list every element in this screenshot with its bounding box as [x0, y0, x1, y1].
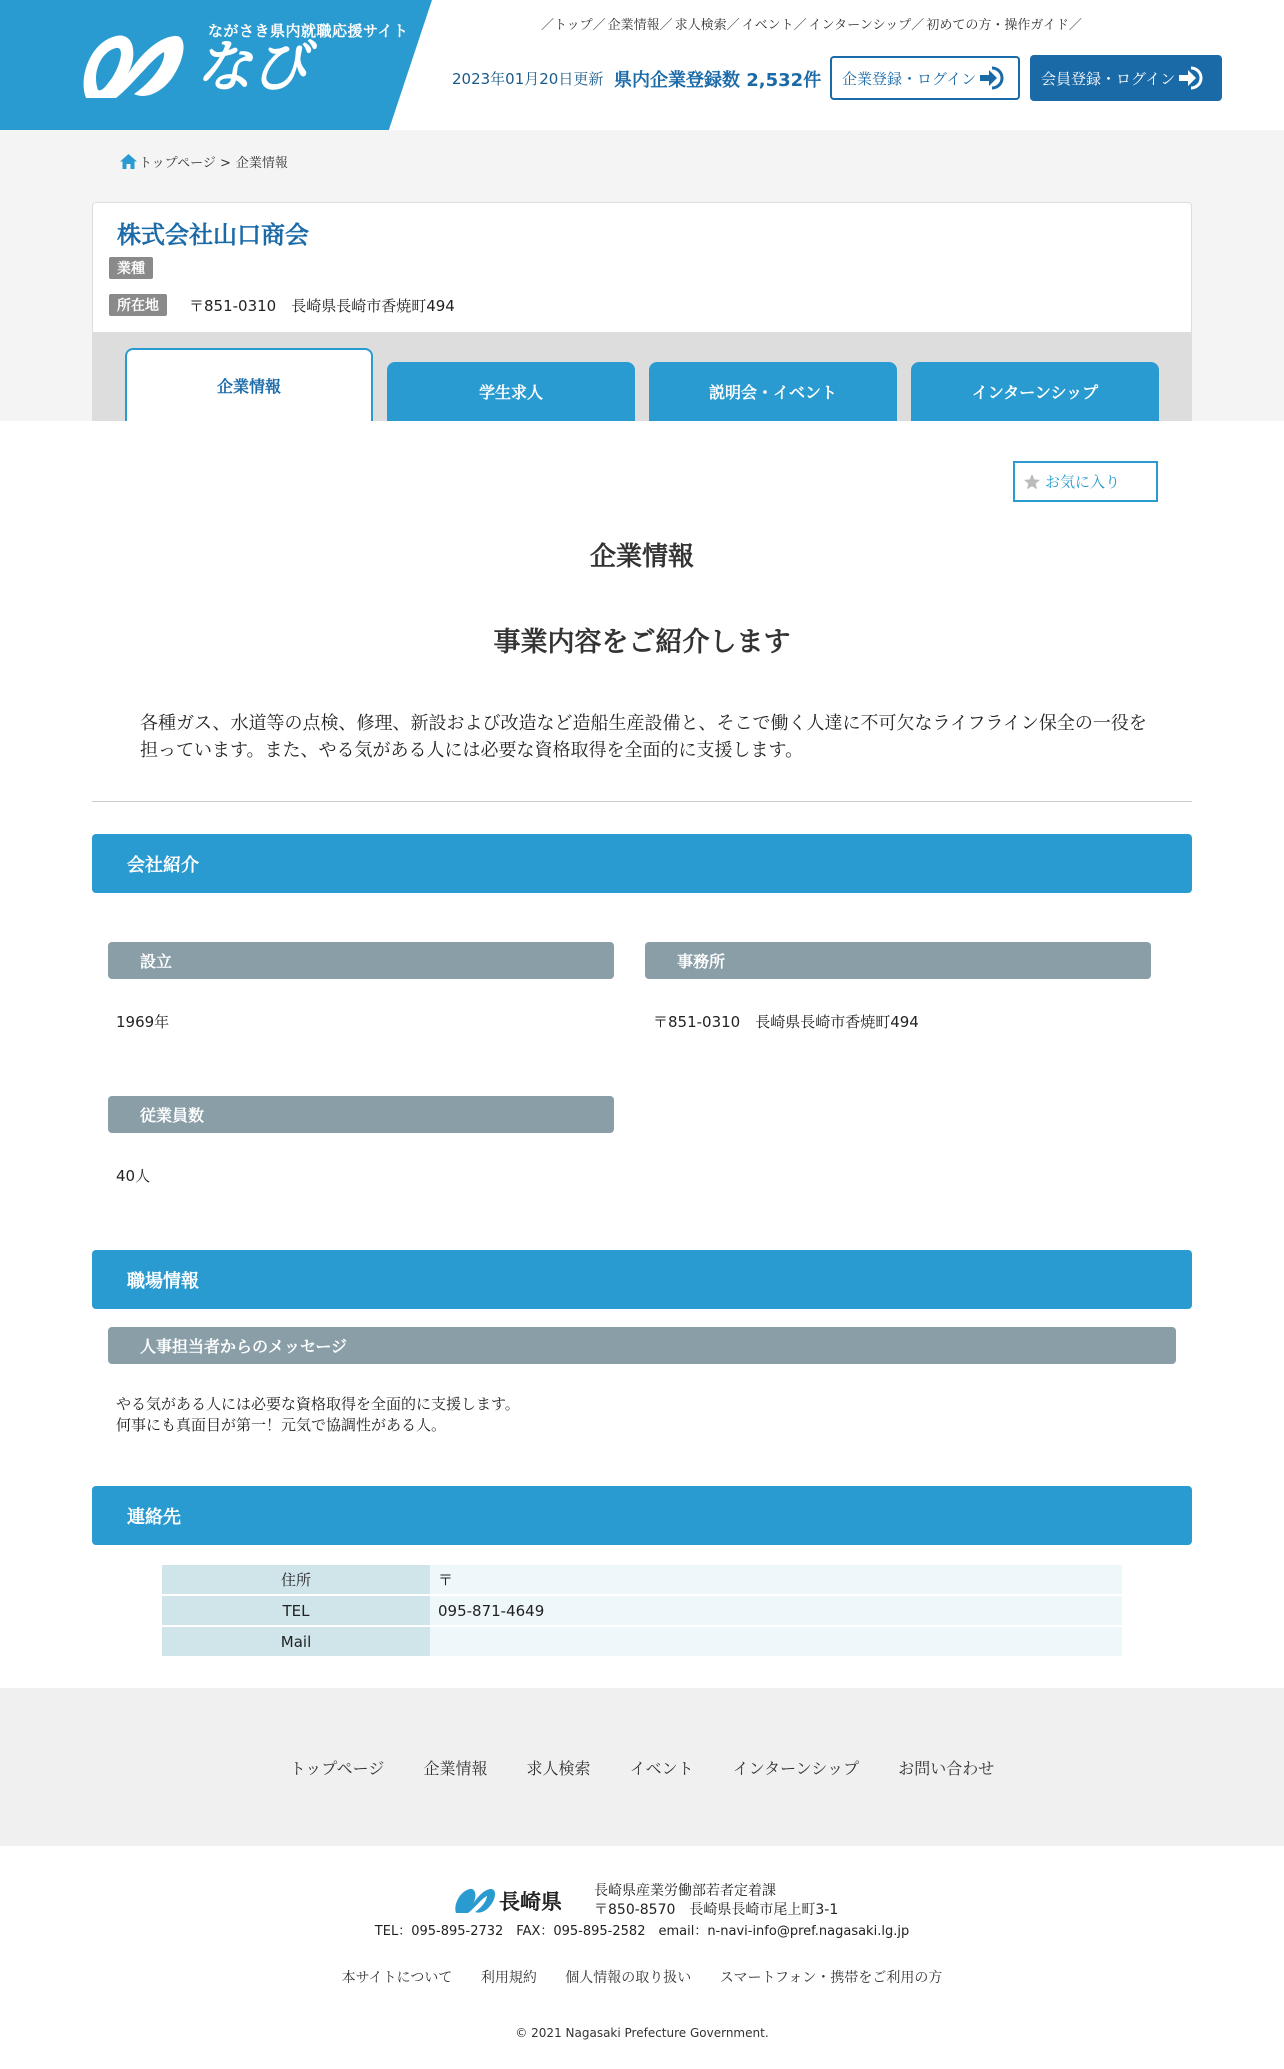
footer-nav [0, 1756, 1284, 1779]
top-nav [540, 14, 1083, 33]
company-card [92, 202, 1192, 332]
prefecture-name: 長崎県 [499, 1890, 562, 1914]
table-row [162, 1596, 1122, 1625]
footer-nav-contact[interactable]: お問い合わせ [898, 1759, 995, 1778]
member-login-button[interactable] [1030, 55, 1222, 101]
footer-link-terms[interactable]: 利用規約 [480, 1970, 537, 1986]
tab-events[interactable]: 説明会・イベント [649, 362, 897, 421]
tab-company-info[interactable]: 企業情報 [125, 348, 373, 421]
company-intro-heading: 会社紹介 [92, 834, 1192, 893]
registration-count: 県内企業登録数 2,532件 [614, 70, 822, 91]
top-nav-guide[interactable]: 初めての方・操作ガイド／ [926, 18, 1082, 33]
footer-nav-home[interactable]: トップページ [289, 1759, 385, 1778]
office-value: 〒851-0310 長崎県長崎市香焼町494 [653, 1013, 919, 1031]
page-title: 企業情報 [589, 542, 694, 572]
member-login-label: 会員登録・ログイン [1041, 69, 1176, 88]
footer-link-privacy[interactable]: 個人情報の取り扱い [565, 1970, 692, 1986]
top-nav-job-search[interactable]: 求人検索／ [674, 18, 740, 33]
office-label: 事務所 [645, 942, 1151, 979]
established-value: 1969年 [116, 1013, 170, 1031]
tab-internship[interactable]: インターンシップ [911, 362, 1159, 421]
logo-text: なび [196, 35, 308, 100]
contact-address-label: 住所 [162, 1565, 430, 1594]
location-tag: 所在地 [109, 294, 167, 316]
tab-bar [92, 332, 1192, 421]
prefecture-logo [454, 1886, 562, 1916]
table-row [162, 1627, 1122, 1656]
business-intro: 各種ガス、水道等の点検、修理、新設および改造など造船生産設備と、そこで働く人達に不可欠なライフライン保全の一役を担っています。また、やる気がある人には必要な資格取得を全面的に支援します。 [140, 713, 1147, 761]
footer-link-mobile[interactable]: スマートフォン・携帯をご利用の方 [719, 1970, 943, 1986]
top-nav-events[interactable]: イベント／ [741, 18, 807, 33]
login-arrow-icon [1177, 65, 1203, 91]
company-location: 〒851-0310 長崎県長崎市香焼町494 [189, 297, 455, 315]
n-logo-icon[interactable] [76, 28, 188, 102]
page-subtitle: 事業内容をご紹介します [493, 627, 791, 658]
department-address: 〒850-8570 長崎県長崎市尾上町3-1 [594, 1902, 839, 1918]
hr-message-line: やる気がある人には必要な資格取得を全面的に支援します。 [116, 1395, 520, 1413]
footer-nav-companies[interactable]: 企業情報 [423, 1759, 488, 1778]
tab-student-jobs[interactable]: 学生求人 [387, 362, 635, 421]
breadcrumb [120, 152, 288, 171]
contact-tel-value: 095-871-4649 [430, 1596, 1122, 1625]
footer-nav-internship[interactable]: インターンシップ [732, 1759, 860, 1778]
prefecture-mark-icon [454, 1887, 496, 1915]
footer-nav-job-search[interactable]: 求人検索 [526, 1759, 591, 1778]
company-login-button[interactable] [830, 56, 1020, 100]
home-icon[interactable] [120, 154, 137, 169]
employees-label: 従業員数 [108, 1096, 614, 1133]
footer-link-about[interactable]: 本サイトについて [341, 1970, 453, 1986]
footer-links [0, 1967, 1284, 1987]
contact-tel-label: TEL [162, 1596, 430, 1625]
breadcrumb-current: 企業情報 [235, 156, 288, 171]
favorite-button[interactable] [1013, 461, 1158, 502]
copyright: © 2021 Nagasaki Prefecture Government. [515, 2026, 769, 2040]
site-header [0, 0, 1284, 130]
department-name: 長崎県産業労働部若者定着課 [594, 1883, 776, 1899]
company-name: 株式会社山口商会 [117, 221, 309, 249]
top-nav-home[interactable]: ／トップ／ [541, 18, 606, 33]
footer-nav-events[interactable]: イベント [629, 1759, 694, 1778]
hr-message [116, 1394, 520, 1436]
login-arrow-icon [978, 65, 1004, 91]
top-nav-companies[interactable]: 企業情報／ [607, 18, 673, 33]
contact-heading: 連絡先 [92, 1486, 1192, 1545]
logo-tagline: ながさき県内就職応援サイト [208, 22, 409, 40]
established-label: 設立 [108, 942, 614, 979]
industry-tag: 業種 [109, 257, 153, 279]
contact-mail-value [430, 1627, 1122, 1656]
employees-value: 40人 [116, 1167, 151, 1185]
hr-message-line: 何事にも真面目が第一！元気で協調性がある人。 [116, 1416, 447, 1434]
hr-message-label: 人事担当者からのメッセージ [108, 1327, 1176, 1364]
update-date: 2023年01月20日更新 [452, 70, 604, 88]
top-nav-internship[interactable]: インターンシップ／ [808, 18, 925, 33]
contact-table [162, 1563, 1122, 1658]
prefecture-info [594, 1882, 838, 1920]
contact-address-value: 〒 [430, 1565, 1122, 1594]
workplace-heading: 職場情報 [92, 1250, 1192, 1309]
footer-contact-line: TEL：095-895-2732 FAX：095-895-2582 email：n-navi-info@pref.nagasaki.lg.jp [374, 1924, 910, 1939]
divider [92, 801, 1192, 802]
star-icon [1023, 473, 1041, 491]
contact-mail-label: Mail [162, 1627, 430, 1656]
table-row [162, 1565, 1122, 1594]
breadcrumb-home[interactable]: トップページ > [139, 156, 231, 171]
company-login-label: 企業登録・ログイン [842, 69, 977, 88]
favorite-label: お気に入り [1045, 473, 1121, 491]
